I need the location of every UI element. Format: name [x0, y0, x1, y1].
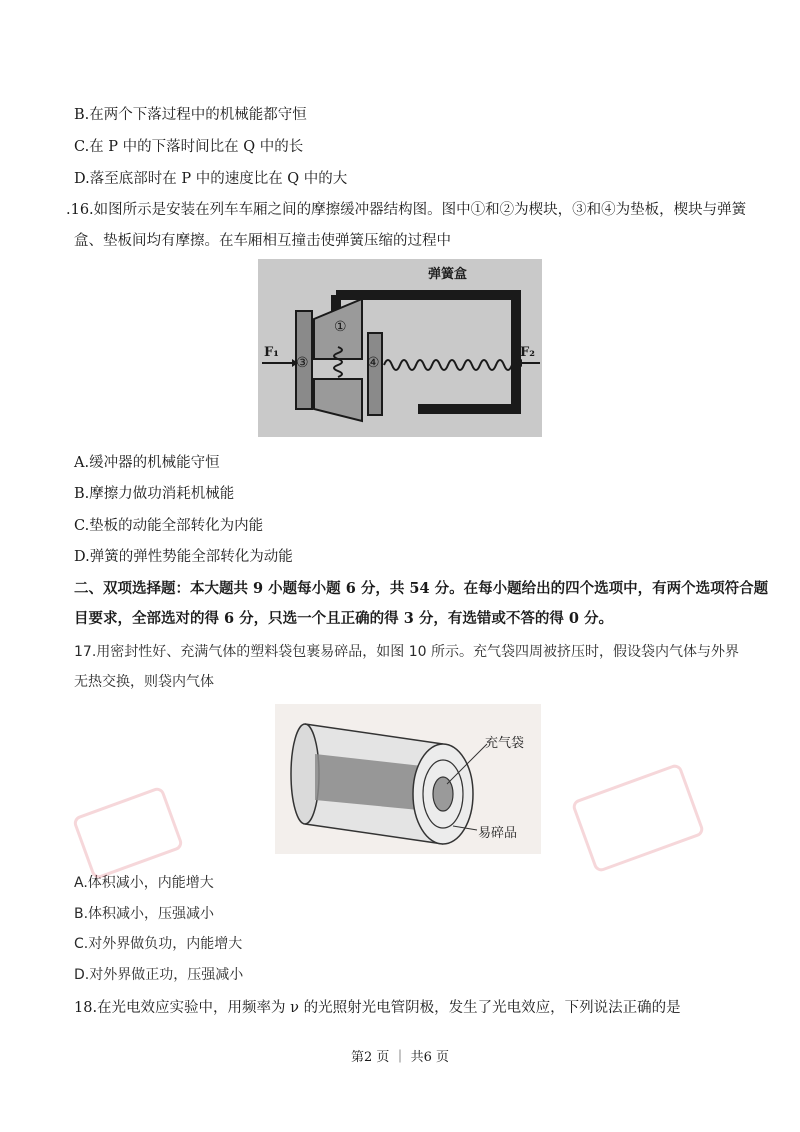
- page-footer: 第2 页 ｜ 共6 页: [350, 1050, 450, 1065]
- label-f1: F₁: [264, 345, 279, 360]
- label-fragile-item: 易碎品: [478, 826, 518, 841]
- label-f2: F₂: [520, 345, 535, 360]
- q18-stem-line1: 18.在光电效应实验中，用频率为 ν 的光照射光电管阴极，发生了光电效应，下列说法正确的是: [74, 1000, 681, 1016]
- q17-option-c: C.对外界做负功，内能增大: [74, 936, 243, 952]
- q17-stem-line1: 17.用密封性好、充满气体的塑料袋包裹易碎品，如图 10 所示。充气袋四周被挤压时，假设袋内气体与外界: [74, 644, 739, 660]
- q16-stem-line2: 盒、垫板间均有摩擦。在车厢相互撞击使弹簧压缩的过程中: [74, 233, 451, 249]
- q15-option-c: C.在 P 中的下落时间比在 Q 中的长: [74, 139, 304, 155]
- q16-option-d: D.弹簧的弹性势能全部转化为动能: [74, 549, 293, 565]
- watermark-right: [571, 762, 706, 873]
- section2-line1: 二、双项选择题：本大题共 9 小题每小题 6 分，共 54 分。在每小题给出的四个选项中，有两个选项符合题: [74, 580, 769, 597]
- q17-stem-line2: 无热交换，则袋内气体: [74, 674, 214, 690]
- buffer-diagram: [258, 259, 542, 437]
- label-plate-4: ④: [367, 355, 380, 371]
- section2-line2: 目要求，全部选对的得 6 分，只选一个且正确的得 3 分，有选错或不答的得 0 分。: [74, 610, 614, 627]
- q15-option-b: B.在两个下落过程中的机械能都守恒: [74, 107, 307, 123]
- q16-stem-line1: .16.如图所示是安装在列车车厢之间的摩擦缓冲器结构图。图中①和②为楔块，③和④为垫板，楔块与弹簧: [66, 202, 747, 218]
- q17-option-a: A.体积减小，内能增大: [74, 875, 214, 891]
- q17-figure: [275, 704, 541, 854]
- q16-option-a: A.缓冲器的机械能守恒: [74, 455, 220, 471]
- watermark-left: [72, 786, 185, 881]
- q16-figure: [258, 259, 542, 437]
- q16-option-c: C.垫板的动能全部转化为内能: [74, 518, 264, 534]
- q17-option-d: D.对外界做正功，压强减小: [74, 967, 244, 983]
- q15-option-d: D.落至底部时在 P 中的速度比在 Q 中的大: [74, 171, 348, 187]
- label-spring-box: 弹簧盒: [428, 267, 468, 282]
- q16-option-b: B.摩擦力做功消耗机械能: [74, 486, 235, 502]
- q17-option-b: B.体积减小，压强减小: [74, 906, 215, 922]
- label-plate-3: ③: [296, 355, 309, 371]
- label-wedge-1: ①: [334, 319, 347, 335]
- label-air-bag: 充气袋: [485, 736, 525, 751]
